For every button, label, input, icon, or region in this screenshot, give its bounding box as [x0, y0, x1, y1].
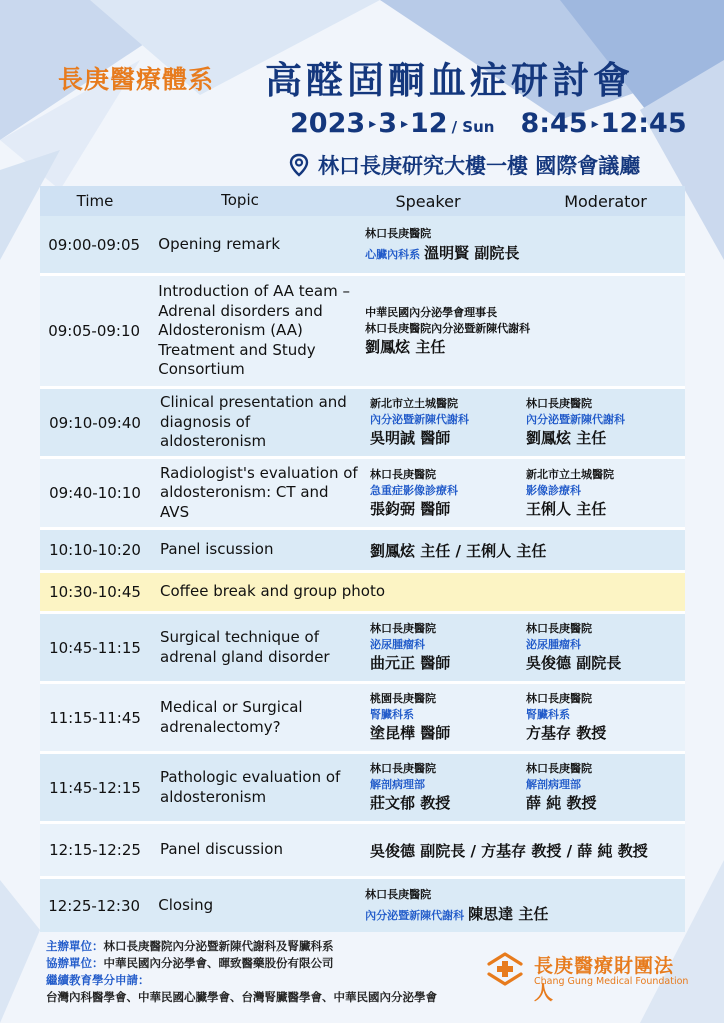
speaker-institution: 中華民國內分泌學會理事長	[365, 305, 498, 319]
speaker-cell	[355, 305, 685, 358]
table-row	[40, 824, 685, 879]
table-row	[40, 389, 685, 459]
moderator-cell	[526, 691, 685, 744]
foundation-emblem-icon	[486, 950, 524, 988]
time-cell: 10:30-10:45	[49, 583, 141, 601]
credit-text: 台灣內科醫學會、中華民國心臟學會、台灣腎臟醫學會、中華民國內分泌學會	[46, 990, 437, 1004]
speaker-department: 急重症影像診療科	[370, 483, 458, 497]
moderator-name: 方基存 教授	[526, 724, 607, 742]
speaker-department: 心臟內科系	[365, 248, 421, 261]
table-header	[40, 186, 685, 216]
moderator-name: 薛 純 教授	[526, 794, 597, 812]
speaker-department: 腎臟科系	[370, 708, 414, 721]
moderator-name: 吳俊德 副院長	[526, 654, 622, 672]
speaker-institution: 桃園長庚醫院	[370, 692, 436, 705]
date-year: 2023	[290, 108, 366, 139]
speaker-institution: 林口長庚醫院	[370, 622, 436, 635]
speaker-department: 內分泌暨新陳代謝科	[365, 909, 465, 922]
topic-cell: Closing	[158, 895, 214, 914]
column-header-time: Time	[76, 192, 114, 210]
table-row	[40, 530, 685, 573]
moderator-name: 劉鳳炫 主任	[526, 429, 607, 447]
table-row	[40, 459, 685, 530]
moderator-institution: 林口長庚醫院	[526, 397, 592, 410]
topic-cell: Surgical technique of adrenal gland disorder	[160, 628, 330, 666]
schedule-table	[40, 186, 685, 932]
moderator-institution: 林口長庚醫院	[526, 692, 592, 705]
foundation-logo	[486, 950, 691, 1004]
topic-cell: Pathologic evaluation of aldosteronism	[160, 768, 341, 806]
moderator-institution: 林口長庚醫院	[526, 762, 592, 775]
column-header-topic: Topic	[221, 191, 259, 210]
speaker-cell	[360, 691, 526, 744]
moderator-institution: 新北市立土城醫院	[526, 467, 614, 481]
speaker-name: 劉鳳炫 主任	[365, 337, 446, 356]
moderator-department: 解剖病理部	[526, 778, 581, 791]
column-header-speaker: Speaker	[395, 191, 461, 211]
moderator-cell	[526, 467, 685, 520]
time-cell: 10:10-10:20	[49, 541, 141, 559]
date-day: 12	[410, 108, 448, 139]
speaker-institution: 林口長庚醫院	[365, 227, 432, 240]
moderator-institution: 林口長庚醫院	[526, 622, 592, 635]
speaker-institution: 林口長庚醫院	[365, 888, 432, 901]
topic-cell: Radiologist's evaluation of aldosteronism: CT and AVS	[160, 463, 358, 521]
panel-members: 劉鳳炫 主任 / 王俐人 主任	[370, 541, 547, 560]
table-row	[40, 754, 685, 824]
table-row	[40, 216, 685, 276]
location-pin-icon	[288, 153, 310, 177]
moderator-cell	[526, 621, 685, 674]
speaker-name: 莊文郁 教授	[370, 794, 451, 812]
speaker-cell	[355, 226, 685, 263]
venue-text: 林口長庚研究大樓一樓 國際會議廳	[318, 154, 641, 178]
time-cell: 09:05-09:10	[48, 322, 141, 340]
topic-cell: Opening remark	[158, 234, 281, 253]
coorganizer-label: 協辦單位：	[46, 956, 104, 970]
foundation-name-en: Chang Gung Medical Foundation	[534, 976, 689, 987]
foundation-name-cn: 長庚醫療財團法人	[534, 955, 675, 1004]
credit-label: 繼續教育學分申請：	[46, 973, 150, 987]
topic-cell: Clinical presentation and diagnosis of aldosteronism	[160, 393, 347, 451]
organizer-title: 長庚醫療體系	[58, 65, 215, 94]
speaker-cell	[355, 887, 685, 924]
speaker-department: 內分泌暨新陳代謝科	[370, 413, 469, 426]
speaker-name: 塗昆樺 醫師	[370, 724, 451, 742]
moderator-department: 泌尿腫瘤科	[526, 638, 581, 651]
panel-members: 吳俊德 副院長 / 方基存 教授 / 薛 純 教授	[370, 841, 648, 860]
arrow-icon: ▸	[400, 116, 409, 132]
date-month: 3	[378, 108, 397, 139]
speaker-cell	[360, 621, 526, 674]
topic-cell: Medical or Surgical adrenalectomy?	[160, 698, 303, 736]
time-cell: 09:10-09:40	[49, 413, 141, 432]
moderator-department: 影像診療科	[526, 483, 581, 497]
speaker-institution: 林口長庚醫院	[370, 762, 436, 775]
column-header-moderator: Moderator	[564, 191, 647, 211]
time-cell: 12:25-12:30	[48, 896, 141, 915]
speaker-cell	[360, 761, 526, 814]
speaker-cell	[360, 396, 526, 449]
moderator-name: 王俐人 主任	[526, 499, 607, 518]
topic-cell: Coffee break and group photo	[160, 582, 386, 601]
speaker-name: 溫明賢 副院長	[424, 244, 520, 262]
table-row-break	[40, 573, 685, 614]
topic-cell: Panel iscussion	[160, 540, 274, 559]
moderator-department: 腎臟科系	[526, 708, 570, 721]
time-cell: 09:40-10:10	[49, 484, 141, 502]
speaker-name: 陳思達 主任	[468, 905, 549, 923]
end-time: 12:45	[600, 108, 687, 139]
time-cell: 12:15-12:25	[49, 841, 141, 859]
time-cell: 11:45-12:15	[49, 778, 141, 797]
time-cell: 09:00-09:05	[48, 235, 141, 254]
time-cell: 10:45-11:15	[49, 638, 141, 657]
speaker-cell	[360, 467, 526, 520]
table-row	[40, 879, 685, 932]
topic-cell: Introduction of AA team – Adrenal disorders and Aldosteronism (AA) Treatment and Study Consortium	[158, 282, 350, 379]
speaker-name: 張鈞弼 醫師	[370, 499, 451, 518]
speaker-institution: 新北市立土城醫院	[370, 397, 458, 410]
table-row	[40, 684, 685, 754]
footer-info	[46, 938, 437, 1006]
moderator-cell	[526, 761, 685, 814]
time-cell: 11:15-11:45	[49, 708, 141, 727]
date-weekday: / Sun	[451, 118, 495, 136]
arrow-icon: ▸	[369, 116, 377, 132]
topic-cell: Panel discussion	[160, 840, 283, 859]
speaker-department: 林口長庚醫院內分泌暨新陳代謝科	[365, 321, 531, 335]
arrow-icon: ▸	[591, 116, 599, 132]
organizer-text: 林口長庚醫院內分泌暨新陳代謝科及腎臟科系	[103, 939, 334, 953]
venue	[288, 150, 640, 180]
start-time: 8:45	[520, 108, 588, 139]
table-row	[40, 276, 685, 389]
table-row	[40, 614, 685, 684]
speaker-name: 曲元正 醫師	[370, 654, 451, 672]
speaker-department: 解剖病理部	[370, 778, 425, 791]
coorganizer-text: 中華民國內分泌學會、暉致醫藥股份有限公司	[103, 956, 334, 970]
speaker-institution: 林口長庚醫院	[370, 467, 436, 481]
organizer-label: 主辦單位：	[46, 939, 104, 953]
speaker-department: 泌尿腫瘤科	[370, 638, 425, 651]
moderator-department: 內分泌暨新陳代謝科	[526, 413, 625, 426]
speaker-name: 吳明誠 醫師	[370, 429, 451, 447]
page-title: 高醛固酮血症研討會	[265, 59, 634, 102]
event-date	[290, 108, 687, 144]
moderator-cell	[526, 396, 685, 449]
